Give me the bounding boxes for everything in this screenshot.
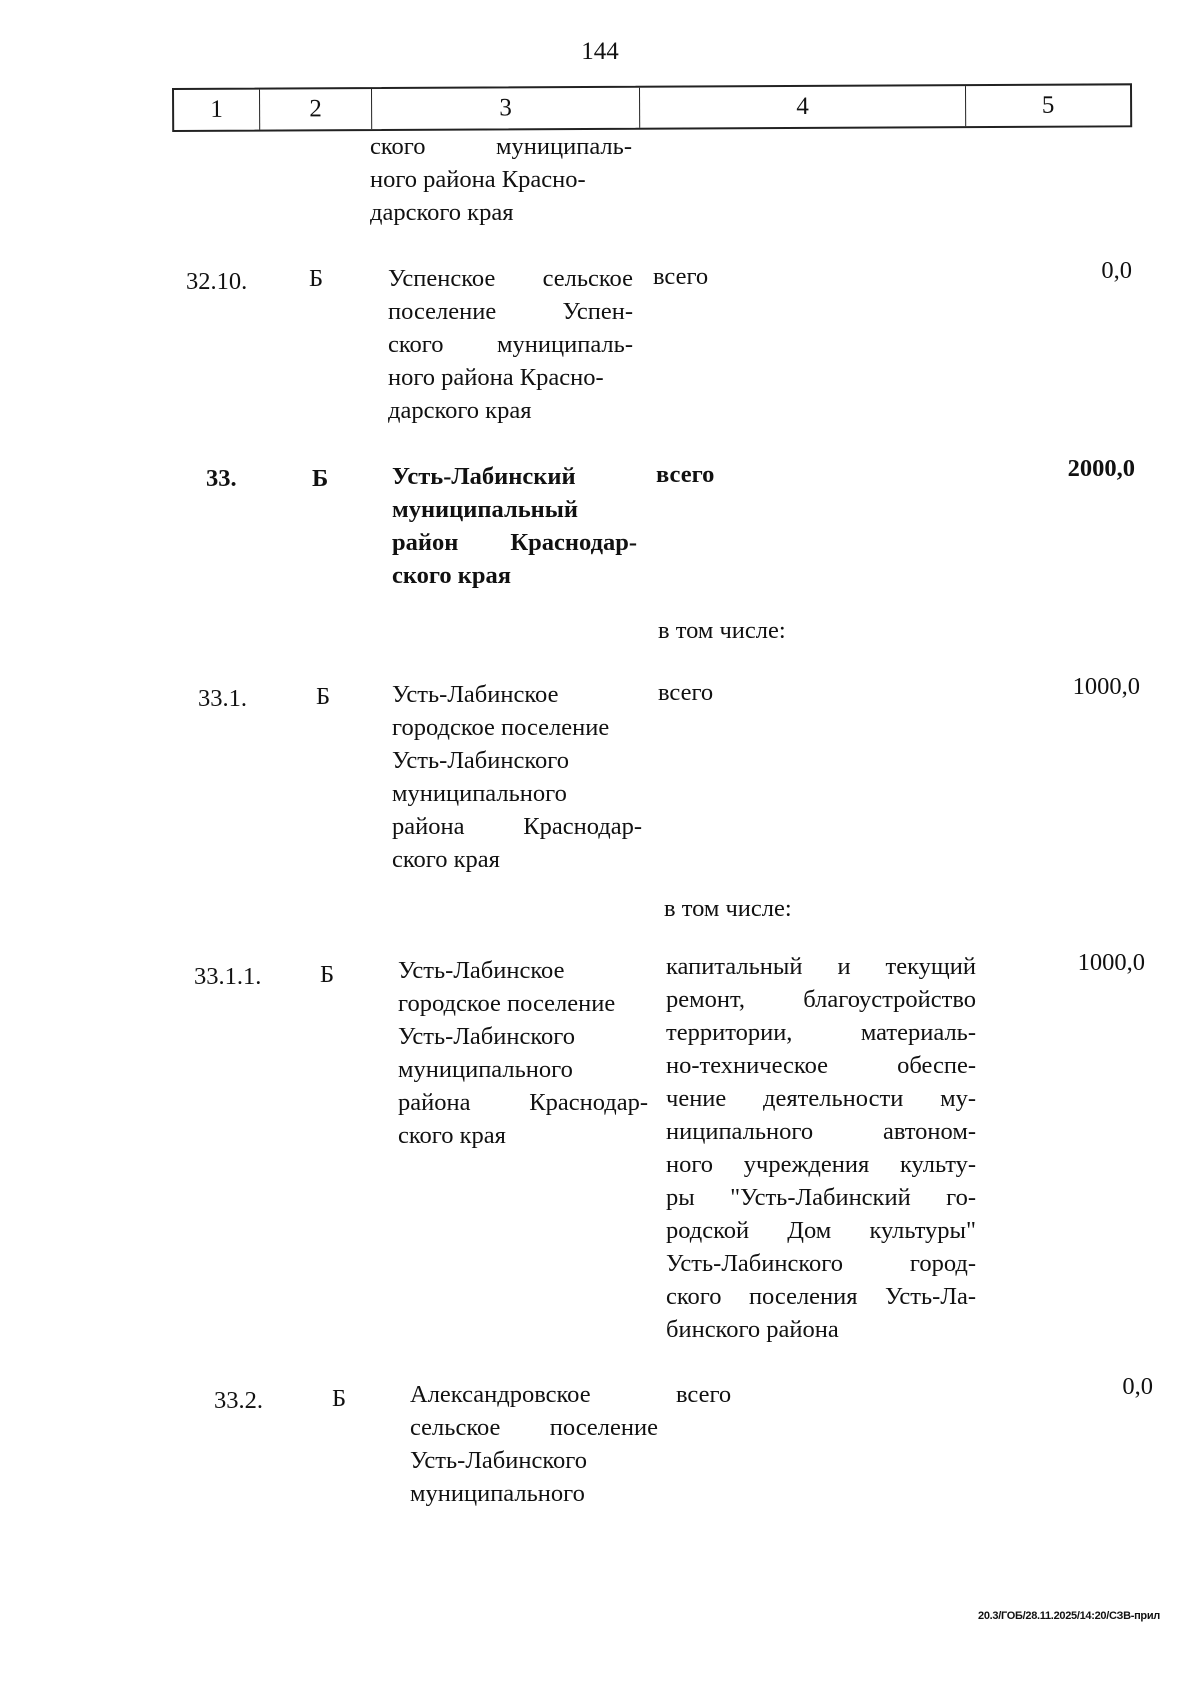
desc-line: ры "Усть-Лабинский го- — [666, 1184, 976, 1211]
row-value: 0,0 — [1101, 257, 1132, 284]
row-number: 33.1.1. — [194, 963, 262, 990]
desc-line: Усть-Лабинского город- — [666, 1250, 976, 1277]
name-line: ского муниципаль- — [370, 133, 632, 160]
column-header-row — [172, 83, 1132, 132]
desc-line: ремонт, благоустройство — [666, 986, 976, 1013]
name-line: дарского края — [370, 199, 514, 226]
desc-line: капитальный и текущий — [666, 953, 976, 980]
name-line: муниципального — [392, 780, 567, 807]
name-line: муниципального — [398, 1056, 573, 1083]
row-type: Б — [320, 961, 335, 988]
desc-line: родской Дом культуры" — [666, 1217, 976, 1244]
desc-line: ного учреждения культу- — [666, 1151, 976, 1178]
including-label: в том числе: — [658, 617, 786, 644]
name-line: района Краснодар- — [392, 813, 642, 840]
name-line: ного района Красно- — [370, 166, 586, 193]
desc-line: бинского района — [666, 1316, 839, 1343]
row-type: Б — [316, 683, 331, 710]
document-code: 20.3/ГОБ/28.11.2025/14:20/СЗВ-прил — [978, 1610, 1160, 1622]
name-line: муниципальный — [392, 496, 579, 523]
name-line: муниципального — [410, 1480, 585, 1507]
column-header-5: 5 — [1041, 91, 1055, 119]
including-label: в том числе: — [664, 895, 792, 922]
name-line: ного района Красно- — [388, 364, 604, 391]
name-line: городское поселение — [392, 714, 610, 741]
name-line: сельское поселение — [410, 1414, 658, 1441]
row-description: всего — [653, 263, 709, 290]
name-line: ского края — [398, 1122, 506, 1149]
name-line: Усть-Лабинский — [392, 463, 576, 490]
row-name — [398, 954, 648, 1152]
name-line: Успенское сельское — [388, 265, 633, 292]
row-description: всего — [658, 679, 714, 706]
row-value: 2000,0 — [1067, 455, 1135, 482]
name-line: Усть-Лабинское — [392, 681, 559, 708]
row-number: 33.2. — [214, 1387, 263, 1414]
column-header-1: 1 — [174, 90, 260, 130]
row-name — [410, 1378, 658, 1510]
row-name — [392, 678, 642, 876]
name-line: Усть-Лабинского — [398, 1023, 575, 1050]
row-description: всего — [676, 1381, 732, 1408]
row-type: Б — [312, 465, 329, 492]
name-line: Усть-Лабинское — [398, 957, 565, 984]
row-number: 32.10. — [186, 268, 248, 295]
page-number: 144 — [581, 38, 619, 65]
name-line: ского края — [392, 846, 500, 873]
name-line: городское поселение — [398, 990, 616, 1017]
name-line: поселение Успен- — [388, 298, 633, 325]
name-line: район Краснодар- — [392, 529, 637, 556]
desc-line: ского поселения Усть-Ла- — [666, 1283, 976, 1310]
row-type: Б — [309, 265, 324, 292]
column-header-3: 3 — [372, 88, 640, 129]
row-value: 1000,0 — [1072, 673, 1140, 700]
column-header-2: 2 — [260, 89, 372, 130]
desc-line: чение деятельности му- — [666, 1085, 976, 1112]
row-name — [392, 460, 637, 592]
continuation-name — [370, 130, 632, 229]
row-number: 33. — [206, 465, 237, 492]
row-value: 1000,0 — [1077, 949, 1145, 976]
name-line: ского муниципаль- — [388, 331, 633, 358]
row-name — [388, 262, 633, 427]
row-description — [666, 950, 976, 1346]
name-line: Усть-Лабинского — [392, 747, 569, 774]
desc-line: ниципального автоном- — [666, 1118, 976, 1145]
name-line: Усть-Лабинского — [410, 1447, 587, 1474]
row-value: 0,0 — [1122, 1373, 1153, 1400]
column-header-4: 4 — [640, 86, 966, 128]
name-line: ского края — [392, 562, 512, 589]
name-line: дарского края — [388, 397, 532, 424]
row-type: Б — [332, 1385, 347, 1412]
desc-line: но-техническое обеспе- — [666, 1052, 976, 1079]
row-number: 33.1. — [198, 685, 247, 712]
desc-line: территории, материаль- — [666, 1019, 976, 1046]
name-line: района Краснодар- — [398, 1089, 648, 1116]
name-line: Александровское — [410, 1381, 591, 1408]
row-description: всего — [656, 461, 715, 488]
